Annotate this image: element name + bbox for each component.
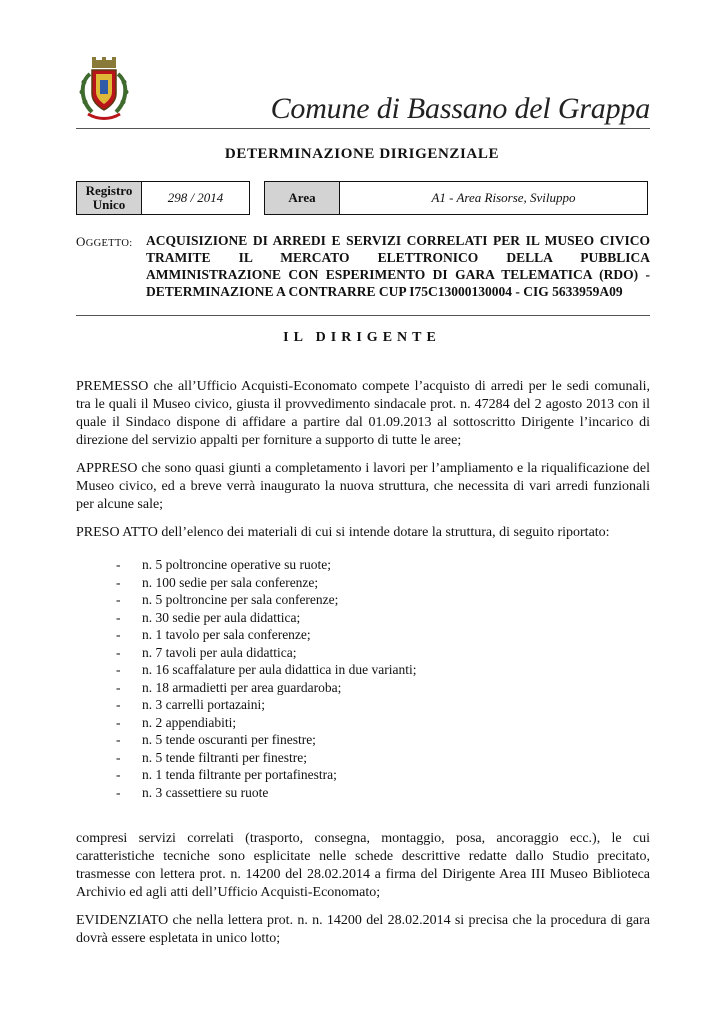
area-box xyxy=(264,181,648,215)
list-marker: - xyxy=(116,662,121,677)
list-marker: - xyxy=(116,749,121,765)
list-item xyxy=(116,556,417,574)
list-item xyxy=(116,609,417,627)
list-item-text: n. 100 sedie per sala conferenze; xyxy=(142,574,319,590)
list-marker: - xyxy=(116,784,121,800)
oggetto-text: ACQUISIZIONE DI ARREDI E SERVIZI CORRELATI PER IL MUSEO CIVICO TRAMITE IL MERCATO ELETTRONICO DELLA PUBBLICA AMMINISTRAZIONE CON ESPERIMENTO DI GARA TELEMATICA (RDO) - DETERMINAZIONE A CONTRARRE CUP I75C13000130004 - CIG 5633959A09 xyxy=(146,233,650,299)
list-item-text: n. 3 carrelli portazaini; xyxy=(142,697,265,712)
registro-value: 298 / 2014 xyxy=(167,190,224,205)
list-item-text: n. 5 poltroncine per sala conferenze; xyxy=(142,592,339,607)
list-marker: - xyxy=(116,574,121,590)
list-item xyxy=(116,591,417,609)
list-item-text: n. 7 tavoli per aula didattica; xyxy=(142,644,297,660)
list-marker: - xyxy=(116,609,121,625)
coat-of-arms-icon xyxy=(76,56,132,122)
list-item-text: n. 5 tende oscuranti per finestre; xyxy=(142,732,316,747)
list-item-text: n. 16 scaffalature per aula didattica in due varianti; xyxy=(142,662,417,677)
list-marker: - xyxy=(116,697,121,712)
list-marker: - xyxy=(116,557,121,572)
paragraph-premesso: PREMESSO che all’Ufficio Acquisti-Economato compete l’acquisto di arredi per le sedi comunali, tra le quali il Museo civico, giusta il provvedimento sindacale prot. n. 47284 del 2 agosto 2013 con il quale il Sindaco dispone di affidare a partire dal 01.09.2013 al sottoscritto Dirigente l’incarico di direzione del servizio appalti per forniture a supporto di tutte le aree; xyxy=(76,379,650,448)
list-marker: - xyxy=(116,714,121,730)
paragraph-preso-atto: PRESO ATTO dell’elenco dei materiali di cui si intende dotare la struttura, di seguito riportato: xyxy=(76,525,610,540)
list-marker: - xyxy=(116,627,121,642)
registro-label: Registro Unico xyxy=(77,182,142,214)
list-item xyxy=(116,644,417,662)
paragraph-evidenziato: EVIDENZIATO che nella lettera prot. n. n. 14200 del 28.02.2014 si precisa che la procedura di gara dovrà essere espletata in unico lotto; xyxy=(76,913,650,946)
list-item xyxy=(116,714,417,732)
list-marker: - xyxy=(116,767,121,782)
document-type-title: DETERMINAZIONE DIRIGENZIALE xyxy=(224,146,500,162)
list-item xyxy=(116,766,417,784)
list-item xyxy=(116,749,417,767)
oggetto-label-rest: GGETTO: xyxy=(85,238,133,249)
list-item xyxy=(116,784,417,802)
oggetto-divider xyxy=(76,315,650,316)
area-label: Area xyxy=(265,182,340,214)
dirigente-heading: IL DIRIGENTE xyxy=(283,330,441,345)
paragraph-appreso: APPRESO che sono quasi giunti a completamento i lavori per l’ampliamento e la riqualificazione del Museo civico, ed a breve verrà inaugurato la nuova struttura, che necessita di vari arredi funzionali per alcune sale; xyxy=(76,461,650,512)
municipality-title: Comune di Bassano del Grappa xyxy=(270,92,650,125)
list-item xyxy=(116,661,417,679)
list-item xyxy=(116,574,417,592)
list-item xyxy=(116,626,417,644)
list-item xyxy=(116,731,417,749)
oggetto-label: OGGETTO: xyxy=(76,234,133,249)
list-item-text: n. 2 appendiabiti; xyxy=(142,714,237,730)
list-item-text: n. 3 cassettiere su ruote xyxy=(142,784,269,800)
list-item-text: n. 5 poltroncine operative su ruote; xyxy=(142,557,331,572)
list-item-text: n. 18 armadietti per area guardaroba; xyxy=(142,679,342,695)
list-item-text: n. 1 tenda filtrante per portafinestra; xyxy=(142,767,337,782)
list-item xyxy=(116,679,417,697)
list-marker: - xyxy=(116,732,121,747)
materials-list xyxy=(116,556,417,801)
list-item xyxy=(116,696,417,714)
list-item-text: n. 30 sedie per aula didattica; xyxy=(142,609,301,625)
list-item-text: n. 1 tavolo per sala conferenze; xyxy=(142,627,311,642)
area-value: A1 - Area Risorse, Sviluppo xyxy=(431,190,576,205)
paragraph-compresi: compresi servizi correlati (trasporto, consegna, montaggio, posa, ancoraggio ecc.), le cui caratteristiche tecniche sono esplicitate nelle schede descrittive redatte dallo Studio precitato, trasmesse con lettera prot. n. 14200 del 28.02.2014 a firma del Dirigente Area III Museo Biblioteca Archivio ed agli atti dell’Ufficio Acquisti-Economato; xyxy=(76,831,650,900)
list-marker: - xyxy=(116,679,121,695)
registro-box xyxy=(76,181,250,215)
header-divider xyxy=(76,128,650,129)
list-marker: - xyxy=(116,592,121,607)
list-item-text: n. 5 tende filtranti per finestre; xyxy=(142,749,307,765)
list-marker: - xyxy=(116,644,121,660)
